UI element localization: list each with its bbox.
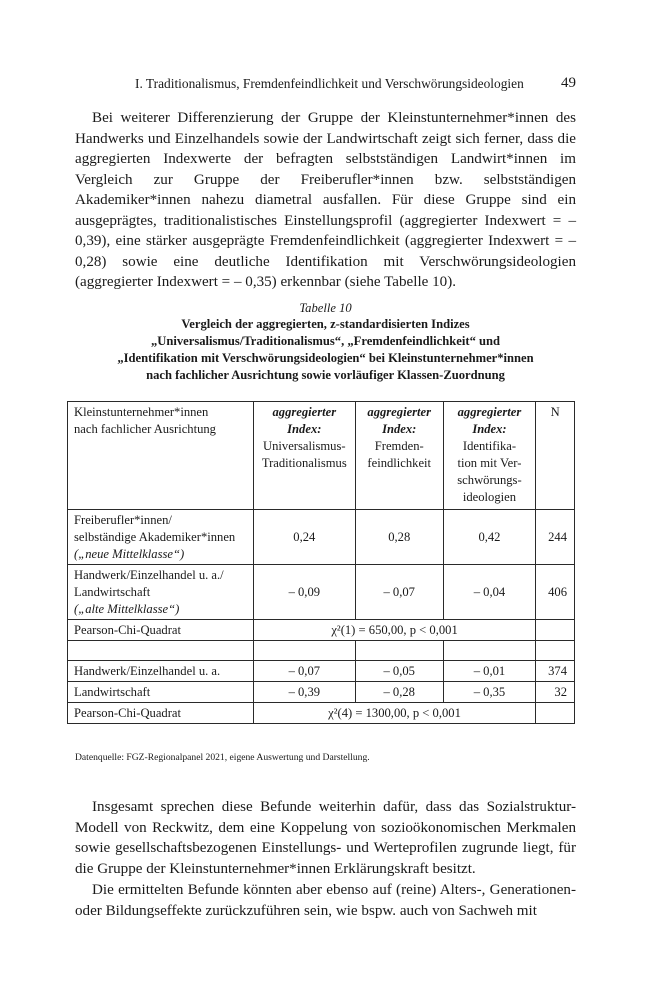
- cell-value: – 0,07: [253, 661, 355, 682]
- row-label: Handwerk/Einzelhandel u. a./ Landwirtschaft („alte Mittelklasse“): [68, 565, 254, 620]
- cell-value: 0,24: [253, 510, 355, 565]
- chi-square-value: χ²(1) = 650,00, p < 0,001: [253, 620, 536, 641]
- table-title-line: nach fachlicher Ausrichtung sowie vorläufiger Klassen-Zuordnung: [146, 368, 505, 382]
- cell-value: 0,28: [355, 510, 443, 565]
- cell-value: – 0,28: [355, 682, 443, 703]
- table-row: [68, 620, 575, 641]
- table-title-line: „Identifikation mit Verschwörungsideologien“ bei Kleinstunternehmer*innen: [117, 351, 534, 365]
- header-xenophobia-index: aggregierter Index: Fremden- feindlichkeit: [355, 402, 443, 510]
- table-row: [68, 682, 575, 703]
- table-row: [68, 703, 575, 724]
- page-number: 49: [561, 75, 576, 91]
- header-universalism-index: aggregierter Index: Universalismus- Traditionalismus: [253, 402, 355, 510]
- table-title-line: Vergleich der aggregierten, z-standardisierten Indizes: [181, 317, 470, 331]
- header-n: N: [536, 402, 575, 510]
- chi-square-value: χ²(4) = 1300,00, p < 0,001: [253, 703, 536, 724]
- cell-value: 0,42: [443, 510, 536, 565]
- table-header-row: [68, 402, 575, 510]
- comparison-table: [67, 401, 575, 724]
- paragraph-2: Insgesamt sprechen diese Befunde weiterhin dafür, dass das Sozialstruktur-Modell von Reckwitz, dem eine Koppelung von sozioökonomischen Merkmalen sowie gesellschaftsbezogenen Einstellungs- und Werteprofilen zugrunde liegt, für die Gruppe der Kleinstunternehmer*innen Erklärungskraft besitzt.: [75, 799, 576, 877]
- table-title-line: „Universalismus/Traditionalismus“, „Fremdenfeindlichkeit“ und: [150, 334, 501, 348]
- table-row: [68, 661, 575, 682]
- paragraph-1: Bei weiterer Differenzierung der Gruppe der Kleinstunternehmer*innen des Handwerks und Einzelhandels sowie der Landwirtschaft zeigt sich ferner, dass die aggregierten Indexwerte der befragten selbstständigen Landwirt*innen im Vergleich zur Gruppe der Freiberufler*innen bzw. selbstständigen Akademiker*innen nahezu diametral ausfallen. Für diese Gruppe sind ein ausgeprägtes, traditionalistisches Einstellungsprofil (aggregierter Indexwert = – 0,39), eine stärker ausgeprägte Fremdenfeindlichkeit (aggregierter Indexwert = – 0,28) sowie eine deutliche Identifikation mit Verschwörungsideologien (aggregierter Indexwert = – 0,35) erkennbar (siehe Tabelle 10).: [75, 110, 576, 290]
- header-conspiracy-index: aggregierter Index: Identifika- tion mit Ver- schwörungs- ideologien: [443, 402, 536, 510]
- cell-value: – 0,09: [253, 565, 355, 620]
- table-source-note: Datenquelle: FGZ-Regionalpanel 2021, eigene Auswertung und Darstellung.: [75, 752, 370, 763]
- chi-square-label: Pearson-Chi-Quadrat: [68, 703, 254, 724]
- header-group-column: Kleinstunternehmer*innen nach fachlicher Ausrichtung: [68, 402, 254, 510]
- table-label: Tabelle 10: [299, 301, 352, 315]
- table-row: [68, 510, 575, 565]
- cell-value: – 0,01: [443, 661, 536, 682]
- cell-value: – 0,04: [443, 565, 536, 620]
- cell-value: – 0,35: [443, 682, 536, 703]
- empty-cell: [536, 703, 575, 724]
- empty-cell: [536, 620, 575, 641]
- row-label: Handwerk/Einzelhandel u. a.: [68, 661, 254, 682]
- cell-value: – 0,05: [355, 661, 443, 682]
- table-spacer-row: [68, 641, 575, 661]
- cell-n: 406: [536, 565, 575, 620]
- cell-n: 32: [536, 682, 575, 703]
- table-caption: [75, 300, 576, 384]
- chi-square-label: Pearson-Chi-Quadrat: [68, 620, 254, 641]
- paragraph-3: Die ermittelten Befunde könnten aber ebenso auf (reine) Alters-, Generationen- oder Bildungseffekte zurückzuführen sein, wie bspw. auch von Sachweh mit: [75, 882, 576, 919]
- cell-value: – 0,07: [355, 565, 443, 620]
- row-label: Freiberufler*innen/ selbständige Akademiker*innen („neue Mittelklasse“): [68, 510, 254, 565]
- row-label: Landwirtschaft: [68, 682, 254, 703]
- running-title: I. Traditionalismus, Fremdenfeindlichkeit und Verschwörungsideologien: [135, 76, 524, 91]
- table-row: [68, 565, 575, 620]
- cell-n: 374: [536, 661, 575, 682]
- cell-value: – 0,39: [253, 682, 355, 703]
- cell-n: 244: [536, 510, 575, 565]
